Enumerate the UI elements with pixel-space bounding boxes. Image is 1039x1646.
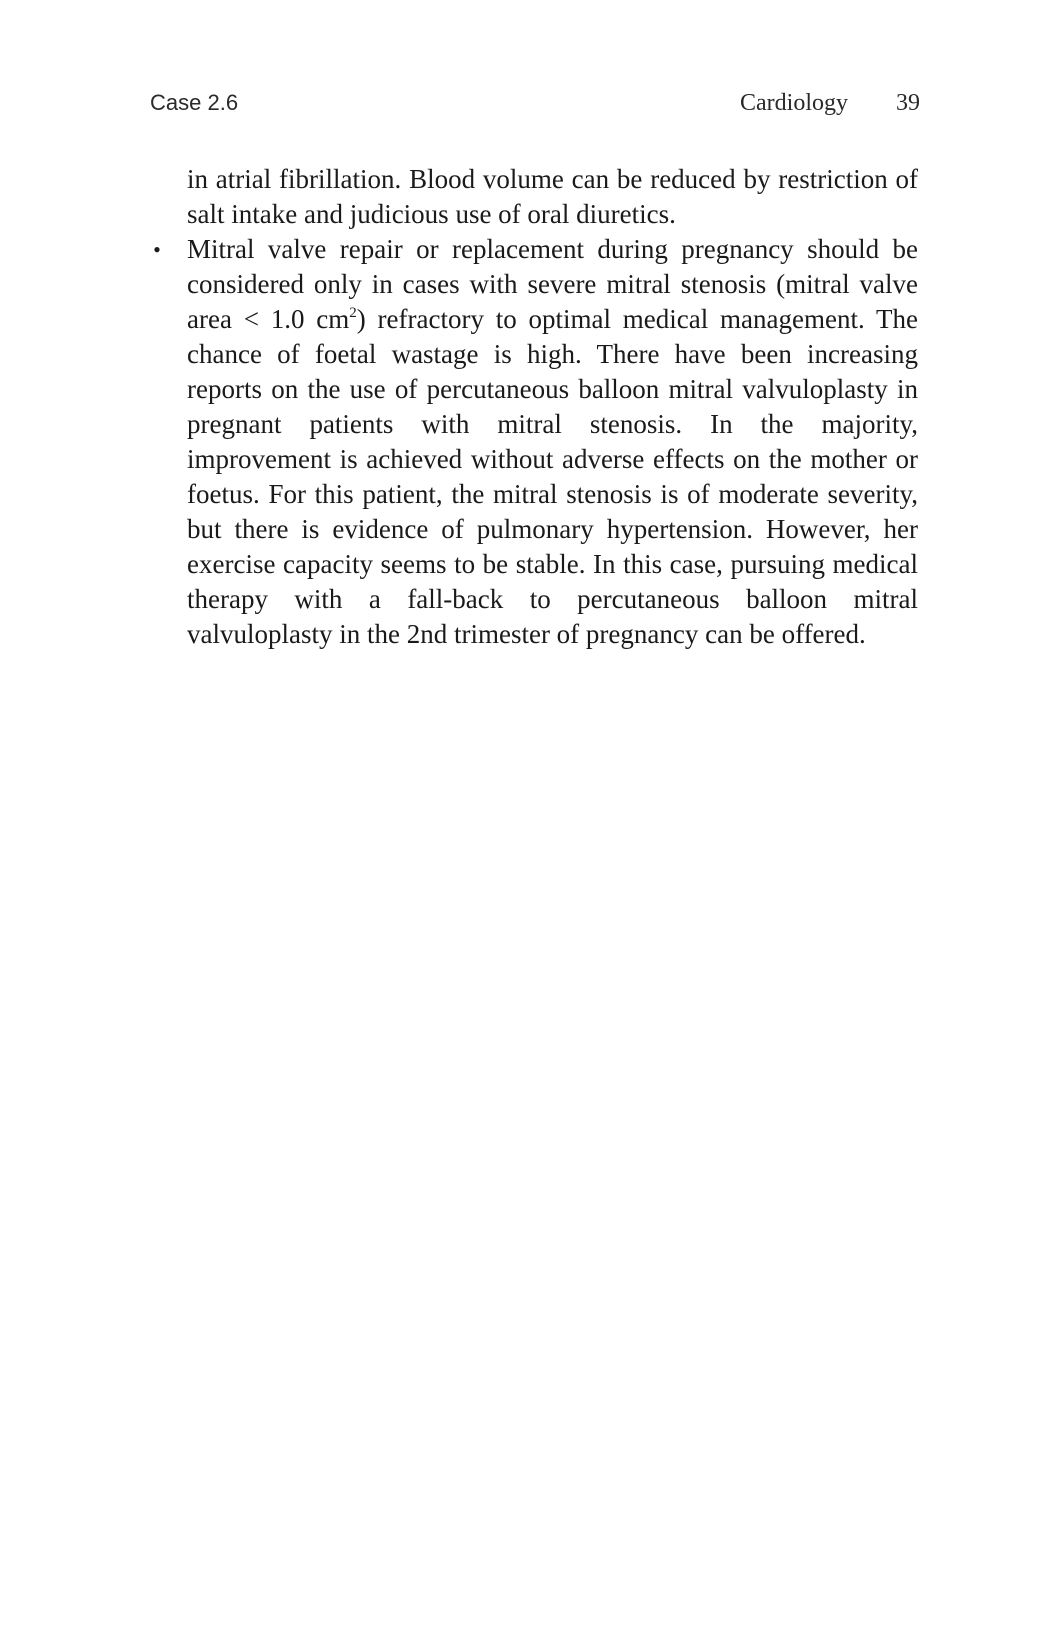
bullet-text-rest: ) refractory to optimal medical management. The chance of foetal wastage is high. There have been increasing reports on the use of percutaneous balloon mitral valvuloplasty in pregnant patients with mitral stenosis. In the majority, improvement is achieved without adverse effects on the mother or foetus. For this patient, the mitral stenosis is of moderate severity, but there is evidence of pulmonary hypertension. However, her exercise capacity seems to be stable. In this case, pursuing medical therapy with a fall-back to percutaneous balloon mitral valvuloplasty in the 2nd trimester of pregnancy can be offered. — [187, 304, 918, 649]
running-header — [150, 86, 920, 120]
page-number: 39 — [896, 90, 920, 116]
section-title: Cardiology — [740, 90, 848, 116]
superscript-2: 2 — [349, 305, 357, 321]
main-text — [153, 162, 918, 652]
continuation-paragraph: in atrial fibrillation. Blood volume can be reduced by restriction of salt intake and judicious use of oral diuretics. — [187, 164, 918, 229]
bullet-item — [153, 232, 918, 652]
bullet-icon: • — [153, 237, 161, 262]
bullet-text-start: Mitral valve repair or replacement during pregnancy should be considered only in cases with severe mitral stenosis (mitral valve area < 1.0 cm — [187, 234, 918, 334]
case-label: Case 2.6 — [150, 90, 239, 115]
